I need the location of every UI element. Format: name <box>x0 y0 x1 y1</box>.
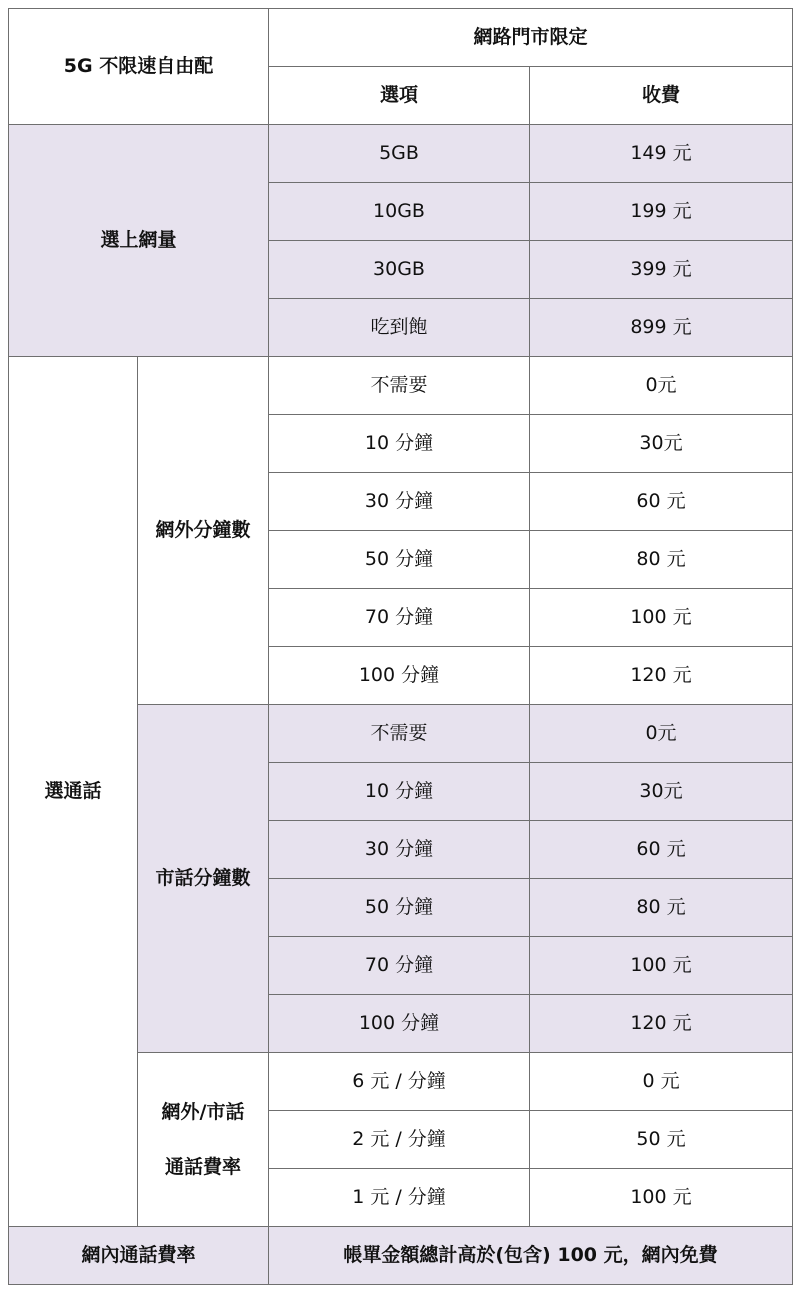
table-cell-option: 6 元 / 分鐘 <box>269 1053 530 1111</box>
table-cell-option: 30 分鐘 <box>269 473 530 531</box>
table-cell-fee: 0元 <box>530 705 793 763</box>
table-cell-option: 10GB <box>269 183 530 241</box>
footer-label: 網內通話費率 <box>9 1227 269 1285</box>
store-title-cell <box>269 9 793 67</box>
table-cell-option: 10 分鐘 <box>269 415 530 473</box>
rate-label-line1: 網外/市話 <box>161 1100 245 1123</box>
table-cell-option: 不需要 <box>269 357 530 415</box>
table-cell-option: 不需要 <box>269 705 530 763</box>
table-cell-option: 10 分鐘 <box>269 763 530 821</box>
table-cell-fee: 0元 <box>530 357 793 415</box>
store-title: 網路門市限定 <box>473 26 588 49</box>
table-cell-fee: 120 元 <box>530 647 793 705</box>
landline-label: 市話分鐘數 <box>138 705 269 1053</box>
table-cell-option: 100 分鐘 <box>269 995 530 1053</box>
table-cell-option: 30GB <box>269 241 530 299</box>
table-cell-option: 70 分鐘 <box>269 937 530 995</box>
footer-value: 帳單金額總計高於(包含) 100 元，網內免費 <box>269 1227 793 1285</box>
plan-title-cell <box>9 9 269 125</box>
table-cell-fee: 399 元 <box>530 241 793 299</box>
plan-title: 5G 不限速自由配 <box>63 55 214 78</box>
table-cell-option: 50 分鐘 <box>269 879 530 937</box>
table-cell-option: 2 元 / 分鐘 <box>269 1111 530 1169</box>
table-cell-fee: 0 元 <box>530 1053 793 1111</box>
table-cell-fee: 80 元 <box>530 531 793 589</box>
offnet-label: 網外分鐘數 <box>138 357 269 705</box>
table-cell-option: 5GB <box>269 125 530 183</box>
table-cell-option: 50 分鐘 <box>269 531 530 589</box>
table-cell-option: 100 分鐘 <box>269 647 530 705</box>
table-cell-fee: 30元 <box>530 763 793 821</box>
table-cell-fee: 100 元 <box>530 589 793 647</box>
fee-header: 收費 <box>530 67 793 125</box>
table-cell-option: 30 分鐘 <box>269 821 530 879</box>
rate-label-line2: 通話費率 <box>164 1155 241 1178</box>
table-cell-fee: 199 元 <box>530 183 793 241</box>
table-cell-fee: 100 元 <box>530 937 793 995</box>
data-section-label: 選上網量 <box>9 125 269 357</box>
table-cell-option: 1 元 / 分鐘 <box>269 1169 530 1227</box>
call-section-label: 選通話 <box>9 357 138 1227</box>
table-cell-fee: 899 元 <box>530 299 793 357</box>
table-cell-fee: 100 元 <box>530 1169 793 1227</box>
table-cell-fee: 120 元 <box>530 995 793 1053</box>
table-cell-fee: 50 元 <box>530 1111 793 1169</box>
table-cell-option: 70 分鐘 <box>269 589 530 647</box>
table-cell-fee: 60 元 <box>530 821 793 879</box>
table-cell-fee: 149 元 <box>530 125 793 183</box>
table-cell-option: 吃到飽 <box>269 299 530 357</box>
table-cell-fee: 80 元 <box>530 879 793 937</box>
table-cell-fee: 30元 <box>530 415 793 473</box>
rate-label <box>138 1053 269 1227</box>
option-header: 選項 <box>269 67 530 125</box>
plan-pricing-table <box>8 8 793 1285</box>
rate-label-stack <box>138 1102 268 1178</box>
table-cell-fee: 60 元 <box>530 473 793 531</box>
